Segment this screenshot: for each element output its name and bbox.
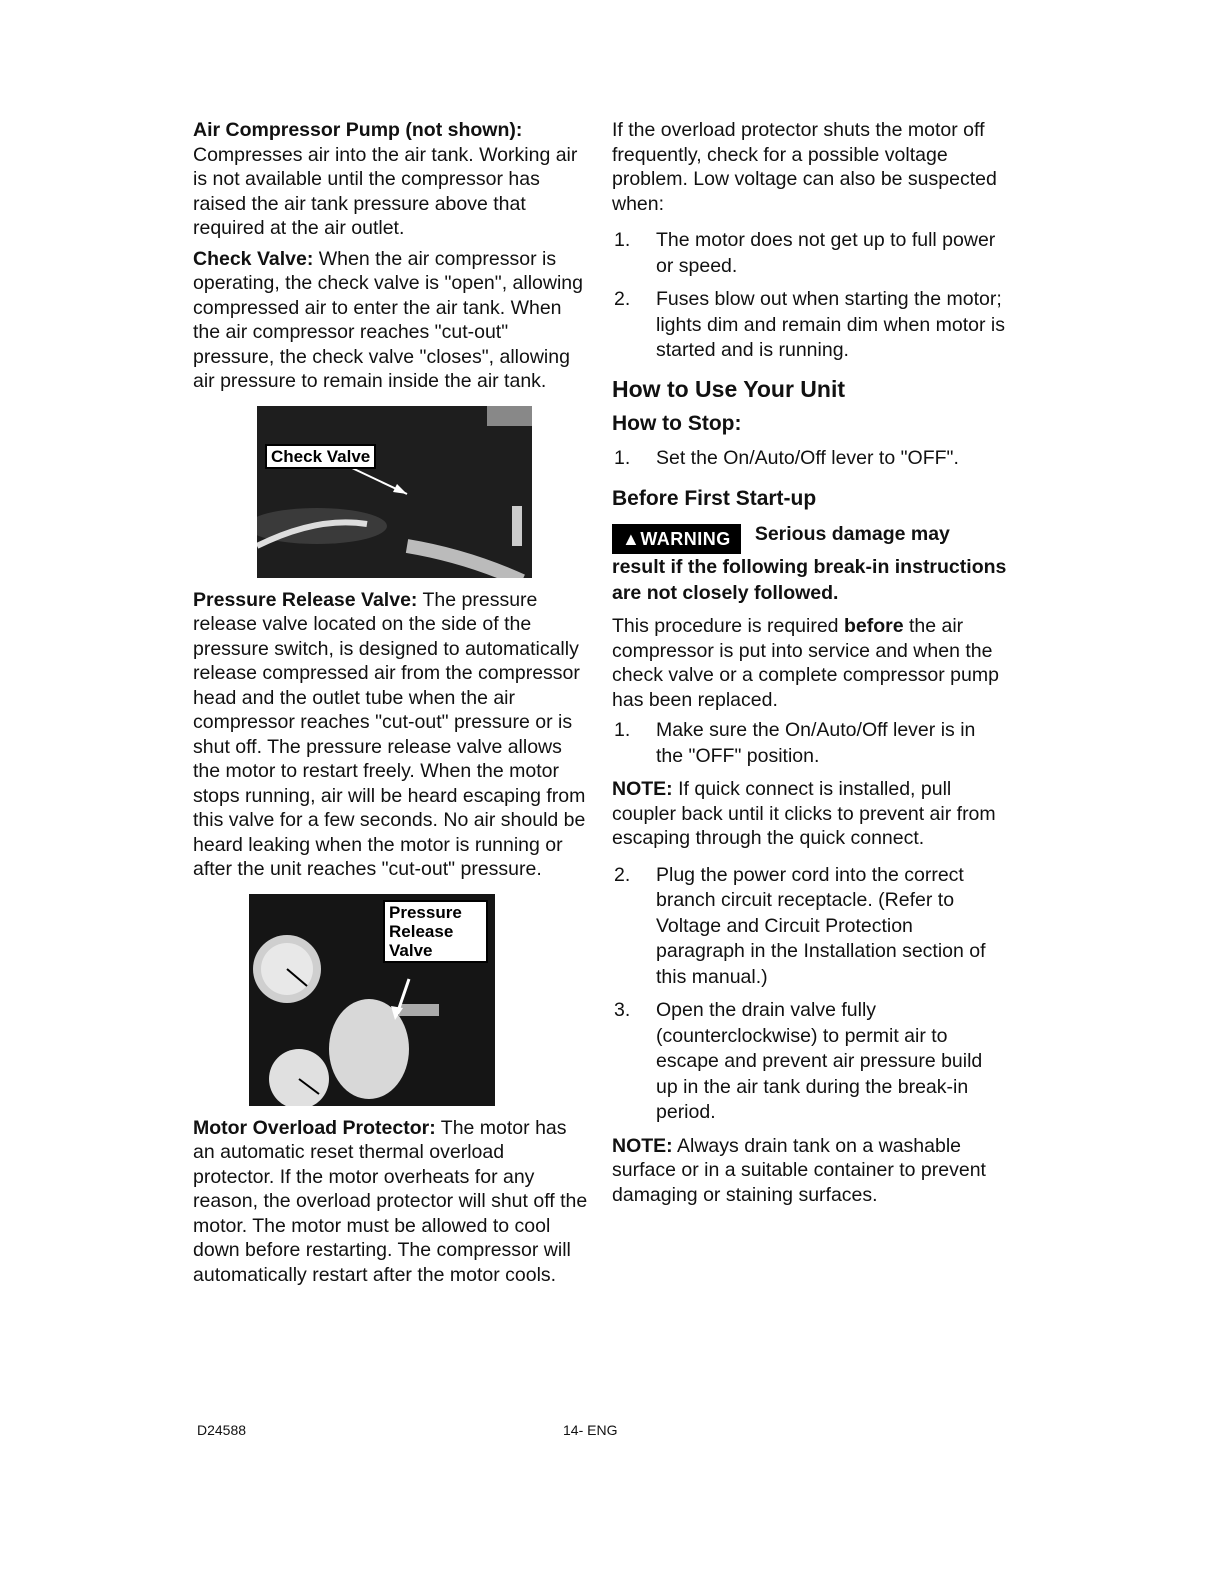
pump-text: Compresses air into the air tank. Working air is not available until the compressor has raised the air tank pressure above that required at the air outlet. — [193, 143, 578, 239]
voltage-list — [612, 228, 1007, 364]
note-label: NOTE: — [612, 1134, 673, 1157]
note-quick-connect: NOTE: If quick connect is installed, pull coupler back until it clicks to prevent air from escaping through the quick connect. — [612, 778, 996, 849]
warning-block — [612, 521, 1007, 606]
document-id: D24588 — [197, 1422, 247, 1438]
check-valve-photo-image — [257, 406, 532, 578]
list-item: 1. Set the On/Auto/Off lever to "OFF". — [614, 446, 959, 469]
right-column — [612, 118, 1007, 1213]
check-valve-photo — [257, 406, 532, 578]
list-item: 2. Fuses blow out when starting the motor; lights dim and remain dim when motor is started and is running. — [614, 288, 1005, 361]
pressure-release-paragraph — [193, 588, 588, 882]
voltage-intro: If the overload protector shuts the motor off frequently, check for a possible voltage problem. Low voltage can also be suspected when: — [612, 119, 997, 215]
pressure-release-text: The pressure release valve located on the side of the pressure switch, is designed to automatically release compressed air from the compressor head and the outlet tube when the air compressor reaches "cut-out" pressure or is shut off. The pressure release valve allows the motor to restart freely. When the motor stops running, air will be heard escaping from this valve for a few seconds. No air should be heard leaking when the motor is running or after the unit reaches "cut-out" pressure. — [193, 588, 586, 880]
step-one-list — [612, 718, 1007, 769]
note-drain: NOTE: Always drain tank on a washable surface or in a suitable container to prevent damaging or staining surfaces. — [612, 1134, 986, 1206]
check-valve-paragraph — [193, 247, 588, 394]
check-valve-heading: Check Valve: — [193, 247, 314, 270]
check-valve-text: When the air compressor is operating, the check valve is "open", allowing compressed air to enter the air tank. When the air compressor reaches "cut-out" pressure, the check valve "closes", allowing air pressure to remain inside the air tank. — [193, 247, 583, 392]
procedure-paragraph: This procedure is required before the air compressor is put into service and when the check valve or a complete compressor pump has been replaced. — [612, 615, 999, 711]
note-label: NOTE: — [612, 778, 673, 800]
list-item: 1. Make sure the On/Auto/Off lever is in the "OFF" position. — [614, 719, 976, 767]
list-item: 2. Plug the power cord into the correct branch circuit receptacle. (Refer to Voltage and Circuit Protection paragraph in the Installation section of this manual.) — [614, 863, 986, 988]
list-item: 3. Open the drain valve fully (counterclockwise) to permit air to escape and prevent air pressure build up in the air tank during the break-in period. — [614, 999, 983, 1123]
left-column — [193, 118, 588, 1293]
pressure-release-heading: Pressure Release Valve: — [193, 588, 418, 611]
overload-paragraph — [193, 1116, 588, 1288]
stop-list — [612, 446, 1007, 472]
how-to-stop-heading: How to Stop: — [612, 411, 742, 435]
overload-heading: Motor Overload Protector: — [193, 1116, 436, 1139]
how-to-use-heading: How to Use Your Unit — [612, 375, 845, 402]
list-item: 1. The motor does not get up to full power or speed. — [614, 229, 996, 277]
steps-list — [612, 863, 1007, 1126]
warning-text: Serious damage may result if the following break-in instructions are not closely followed. — [612, 523, 1007, 604]
check-valve-callout: Check Valve — [265, 444, 376, 469]
pump-paragraph — [193, 118, 588, 241]
pressure-release-callout: Pressure Release Valve — [383, 900, 488, 963]
pressure-release-photo — [249, 894, 495, 1106]
overload-text: The motor has an automatic reset thermal overload protector. If the motor overheats for any reason, the overload protector will shut off the motor. The motor must be allowed to cool down before restarting. The compressor will automatically restart after the motor cools. — [193, 1116, 588, 1286]
pump-heading: Air Compressor Pump (not shown): — [193, 119, 523, 141]
page-number: 14- ENG — [563, 1422, 618, 1438]
warning-badge: ▲WARNING — [612, 524, 741, 554]
before-start-heading: Before First Start-up — [612, 487, 817, 510]
